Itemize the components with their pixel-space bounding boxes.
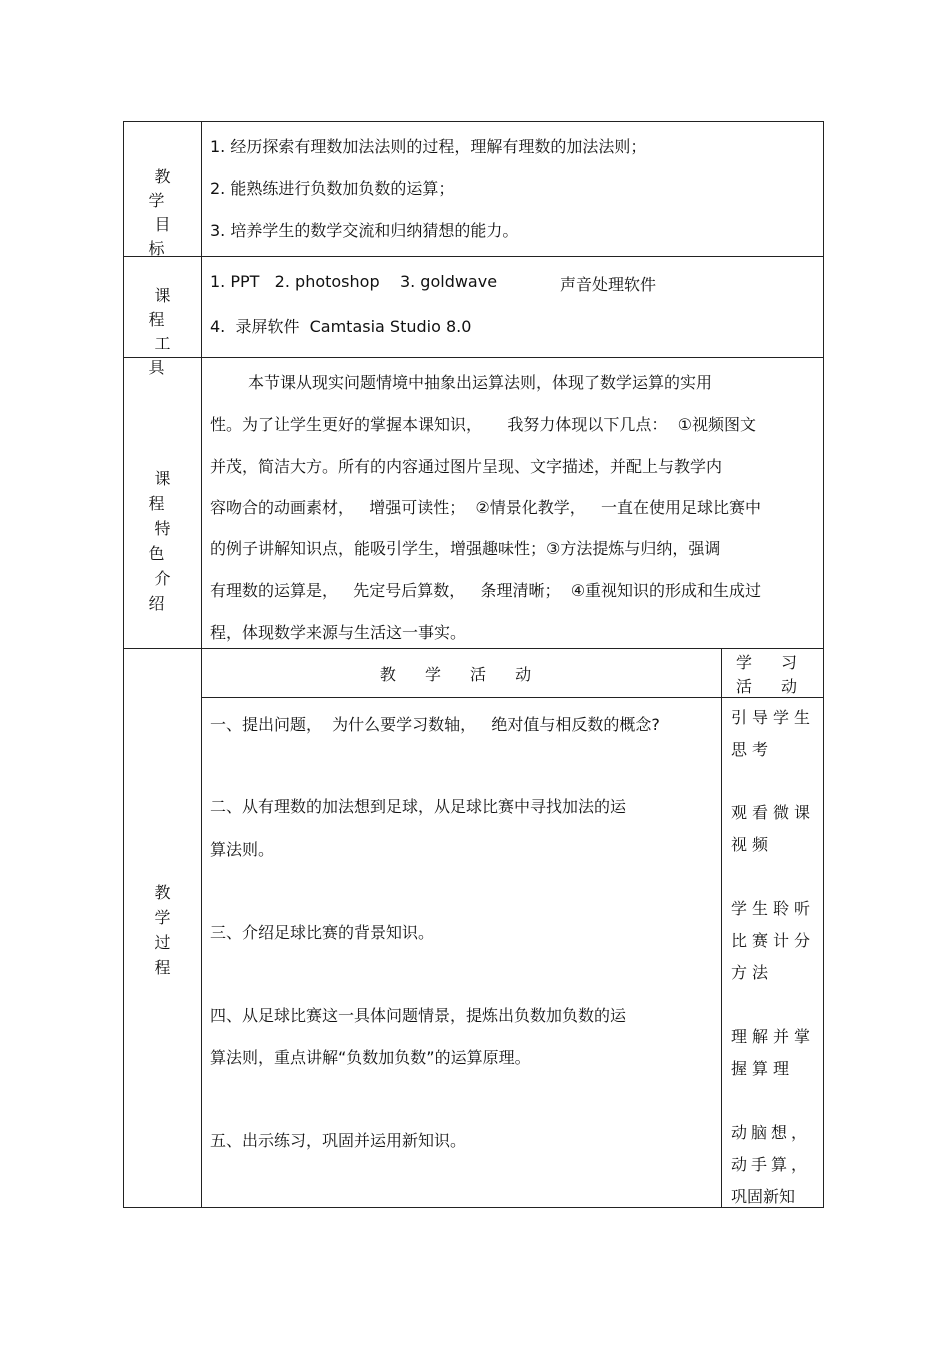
features-line: 的例子讲解知识点，能吸引学生，增强趣味性；③方法提炼与归纳，强调 xyxy=(210,539,721,558)
learning-line: 比赛计分 xyxy=(731,931,816,950)
activity-step: 三、介绍足球比赛的背景知识。 xyxy=(210,923,435,942)
features-label-line2: 特 色 xyxy=(148,519,183,563)
table-border-bottom xyxy=(123,1207,824,1208)
learning-item xyxy=(731,1117,817,1213)
row-divider-1 xyxy=(123,256,824,257)
activity-step: 一、提出问题， 为什么要学习数轴， 绝对值与相反数的概念? xyxy=(210,715,660,734)
learning-item xyxy=(731,797,817,861)
activity-column-header: 教 学 活 动 xyxy=(379,665,544,684)
process-label-char: 学 xyxy=(154,908,171,927)
activity-step: 四、从足球比赛这一具体问题情景，提炼出负数加负数的运 xyxy=(210,1006,627,1025)
tools-line-1-note: 声音处理软件 xyxy=(560,275,657,294)
features-label xyxy=(124,466,201,616)
learning-line: 引导学生 xyxy=(731,708,816,727)
learning-line: 学生聆听 xyxy=(731,899,816,918)
activity-step: 二、从有理数的加法想到足球，从足球比赛中寻找加法的运 xyxy=(210,797,627,816)
learning-line: 视频 xyxy=(731,835,774,854)
learning-line: 思考 xyxy=(731,740,774,759)
learning-item xyxy=(731,1021,817,1085)
learning-line: 动脑想， xyxy=(731,1123,812,1142)
features-label-line3: 介 绍 xyxy=(148,569,183,613)
learning-line: 观看微课 xyxy=(731,803,816,822)
learning-item xyxy=(731,702,817,766)
learning-header-line2: 活 动 xyxy=(735,677,810,696)
learning-line: 理解并掌 xyxy=(731,1027,816,1046)
learning-item xyxy=(731,893,817,989)
learning-header-line1: 学 习 xyxy=(735,653,810,672)
tools-line-1: 1. PPT 2. photoshop 3. goldwave xyxy=(210,272,498,291)
features-line: 有理数的运算是， 先定号后算数， 条理清晰； ④重视知识的形成和生成过 xyxy=(210,581,762,600)
objective-item: 3. 培养学生的数学交流和归纳猜想的能力。 xyxy=(210,221,519,240)
features-line: 本节课从现实问题情境中抽象出运算法则，体现了数学运算的实用 xyxy=(248,373,713,392)
features-line: 程，体现数学来源与生活这一事实。 xyxy=(210,623,467,642)
learning-line: 握算理 xyxy=(731,1059,795,1078)
process-label xyxy=(124,880,201,980)
process-label-char: 过 xyxy=(154,933,171,952)
learning-line: 动手算， xyxy=(731,1155,812,1174)
tools-line-2: 4. 录屏软件 Camtasia Studio 8.0 xyxy=(210,317,472,336)
activity-step-cont: 算法则，重点讲解“负数加负数”的运算原理。 xyxy=(210,1048,531,1067)
objective-item: 1. 经历探索有理数加法法则的过程，理解有理数的加法法则； xyxy=(210,137,647,156)
table-border-top xyxy=(123,121,824,122)
features-line: 容吻合的动画素材， 增强可读性； ②情景化教学， 一直在使用足球比赛中 xyxy=(210,498,762,517)
objectives-label xyxy=(124,165,201,261)
table-border-right xyxy=(823,121,824,1208)
learning-line: 方法 xyxy=(731,963,774,982)
objectives-label-line1: 教 学 xyxy=(148,167,183,210)
activity-step: 五、出示练习，巩固并运用新知识。 xyxy=(210,1131,467,1150)
learning-column-header xyxy=(722,651,823,699)
tools-label-line1: 课 程 xyxy=(148,286,183,329)
tools-label-line2: 工 具 xyxy=(148,334,183,377)
learning-column-divider xyxy=(721,648,722,1208)
process-label-char: 程 xyxy=(154,958,171,977)
objective-item: 2. 能熟练进行负数加负数的运算； xyxy=(210,179,455,198)
features-label-line1: 课 程 xyxy=(148,469,183,513)
features-line: 性。为了让学生更好的掌握本课知识， 我努力体现以下几点： ①视频图文 xyxy=(210,415,756,434)
learning-line: 巩固新知 xyxy=(731,1187,796,1206)
activity-step-cont: 算法则。 xyxy=(210,840,275,859)
features-line: 并茂，简洁大方。所有的内容通过图片呈现、文字描述，并配上与教学内 xyxy=(210,457,723,476)
row-divider-2 xyxy=(123,357,824,358)
tools-label xyxy=(124,284,201,380)
objectives-label-line2: 目 标 xyxy=(148,215,183,258)
process-label-char: 教 xyxy=(154,883,171,902)
